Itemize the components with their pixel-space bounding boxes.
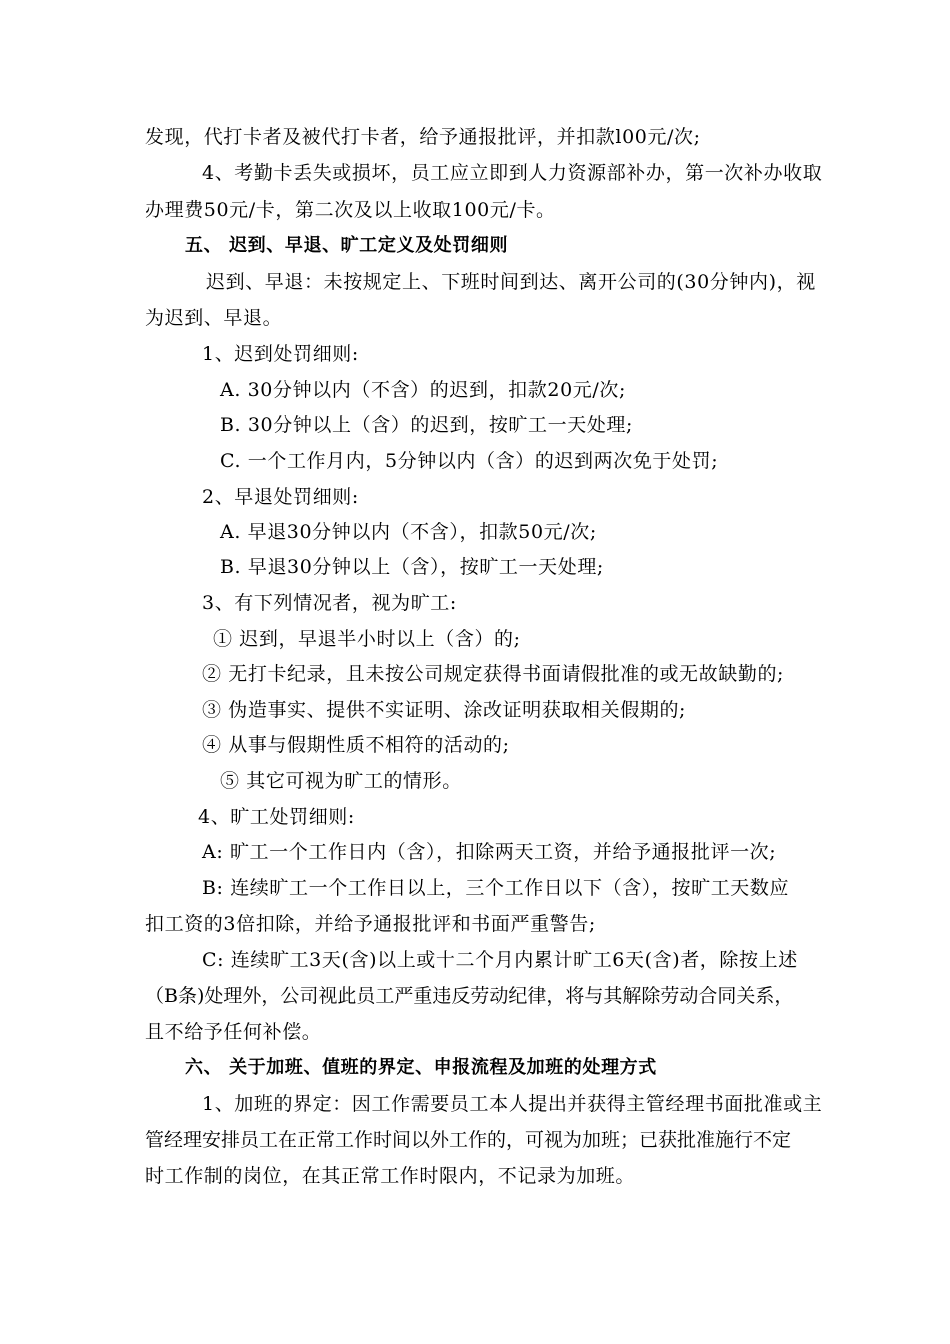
text-line: ⑤ 其它可视为旷工的情形。 <box>220 770 462 792</box>
text-line: 管经理安排员工在正常工作时间以外工作的，可视为加班；已获批准施行不定 <box>145 1129 792 1151</box>
text-line: ② 无打卡纪录，且未按公司规定获得书面请假批准的或无故缺勤的; <box>202 663 785 685</box>
text-line: 2、早退处罚细则: <box>202 486 359 508</box>
section-heading: 六、 关于加班、值班的界定、申报流程及加班的处理方式 <box>185 1057 657 1078</box>
text-line: 且不给予任何补偿。 <box>145 1021 322 1043</box>
text-line: A. 30分钟以内（不含）的迟到，扣款20元/次; <box>220 379 626 401</box>
section-heading: 五、 迟到、早退、旷工定义及处罚细则 <box>185 235 509 256</box>
text-line: 3、有下列情况者，视为旷工: <box>202 592 457 614</box>
text-line: 1、加班的界定：因工作需要员工本人提出并获得主管经理书面批准或主 <box>202 1093 823 1115</box>
text-line: 时工作制的岗位，在其正常工作时限内，不记录为加班。 <box>145 1165 636 1187</box>
text-line: A: 旷工一个工作日内（含），扣除两天工资，并给予通报批评一次; <box>202 841 777 863</box>
text-line: 迟到、早退：未按规定上、下班时间到达、离开公司的(30分钟内)，视 <box>206 271 816 293</box>
text-line: ③ 伪造事实、提供不实证明、涂改证明获取相关假期的; <box>202 699 687 721</box>
text-line: C. 一个工作月内，5分钟以内（含）的迟到两次免于处罚; <box>220 450 719 472</box>
text-line: B: 连续旷工一个工作日以上，三个工作日以下（含），按旷工天数应 <box>202 877 790 899</box>
text-line: 4、考勤卡丢失或损坏，员工应立即到人力资源部补办，第一次补办收取 <box>202 162 823 184</box>
text-line: 1、迟到处罚细则: <box>202 343 359 365</box>
text-line: ④ 从事与假期性质不相符的活动的; <box>202 734 510 756</box>
text-line: 4、旷工处罚细则: <box>198 806 355 828</box>
text-line: （B条)处理外，公司视此员工严重违反劳动纪律，将与其解除劳动合同关系， <box>145 985 794 1007</box>
text-line: 为迟到、早退。 <box>145 307 283 329</box>
text-line: 办理费50元/卡，第二次及以上收取100元/卡。 <box>145 199 556 221</box>
text-line: 发现，代打卡者及被代打卡者，给予通报批评，并扣款l00元/次; <box>145 126 701 148</box>
text-line: B. 早退30分钟以上（含），按旷工一天处理; <box>220 556 604 578</box>
text-line: A. 早退30分钟以内（不含），扣款50元/次; <box>220 521 597 543</box>
text-line: C: 连续旷工3天(含)以上或十二个月内累计旷工6天(含)者，除按上述 <box>202 949 798 971</box>
text-line: B. 30分钟以上（含）的迟到，按旷工一天处理; <box>220 414 634 436</box>
text-line: ① 迟到，早退半小时以上（含）的; <box>213 628 521 650</box>
text-line: 扣工资的3倍扣除，并给予通报批评和书面严重警告; <box>145 913 596 935</box>
